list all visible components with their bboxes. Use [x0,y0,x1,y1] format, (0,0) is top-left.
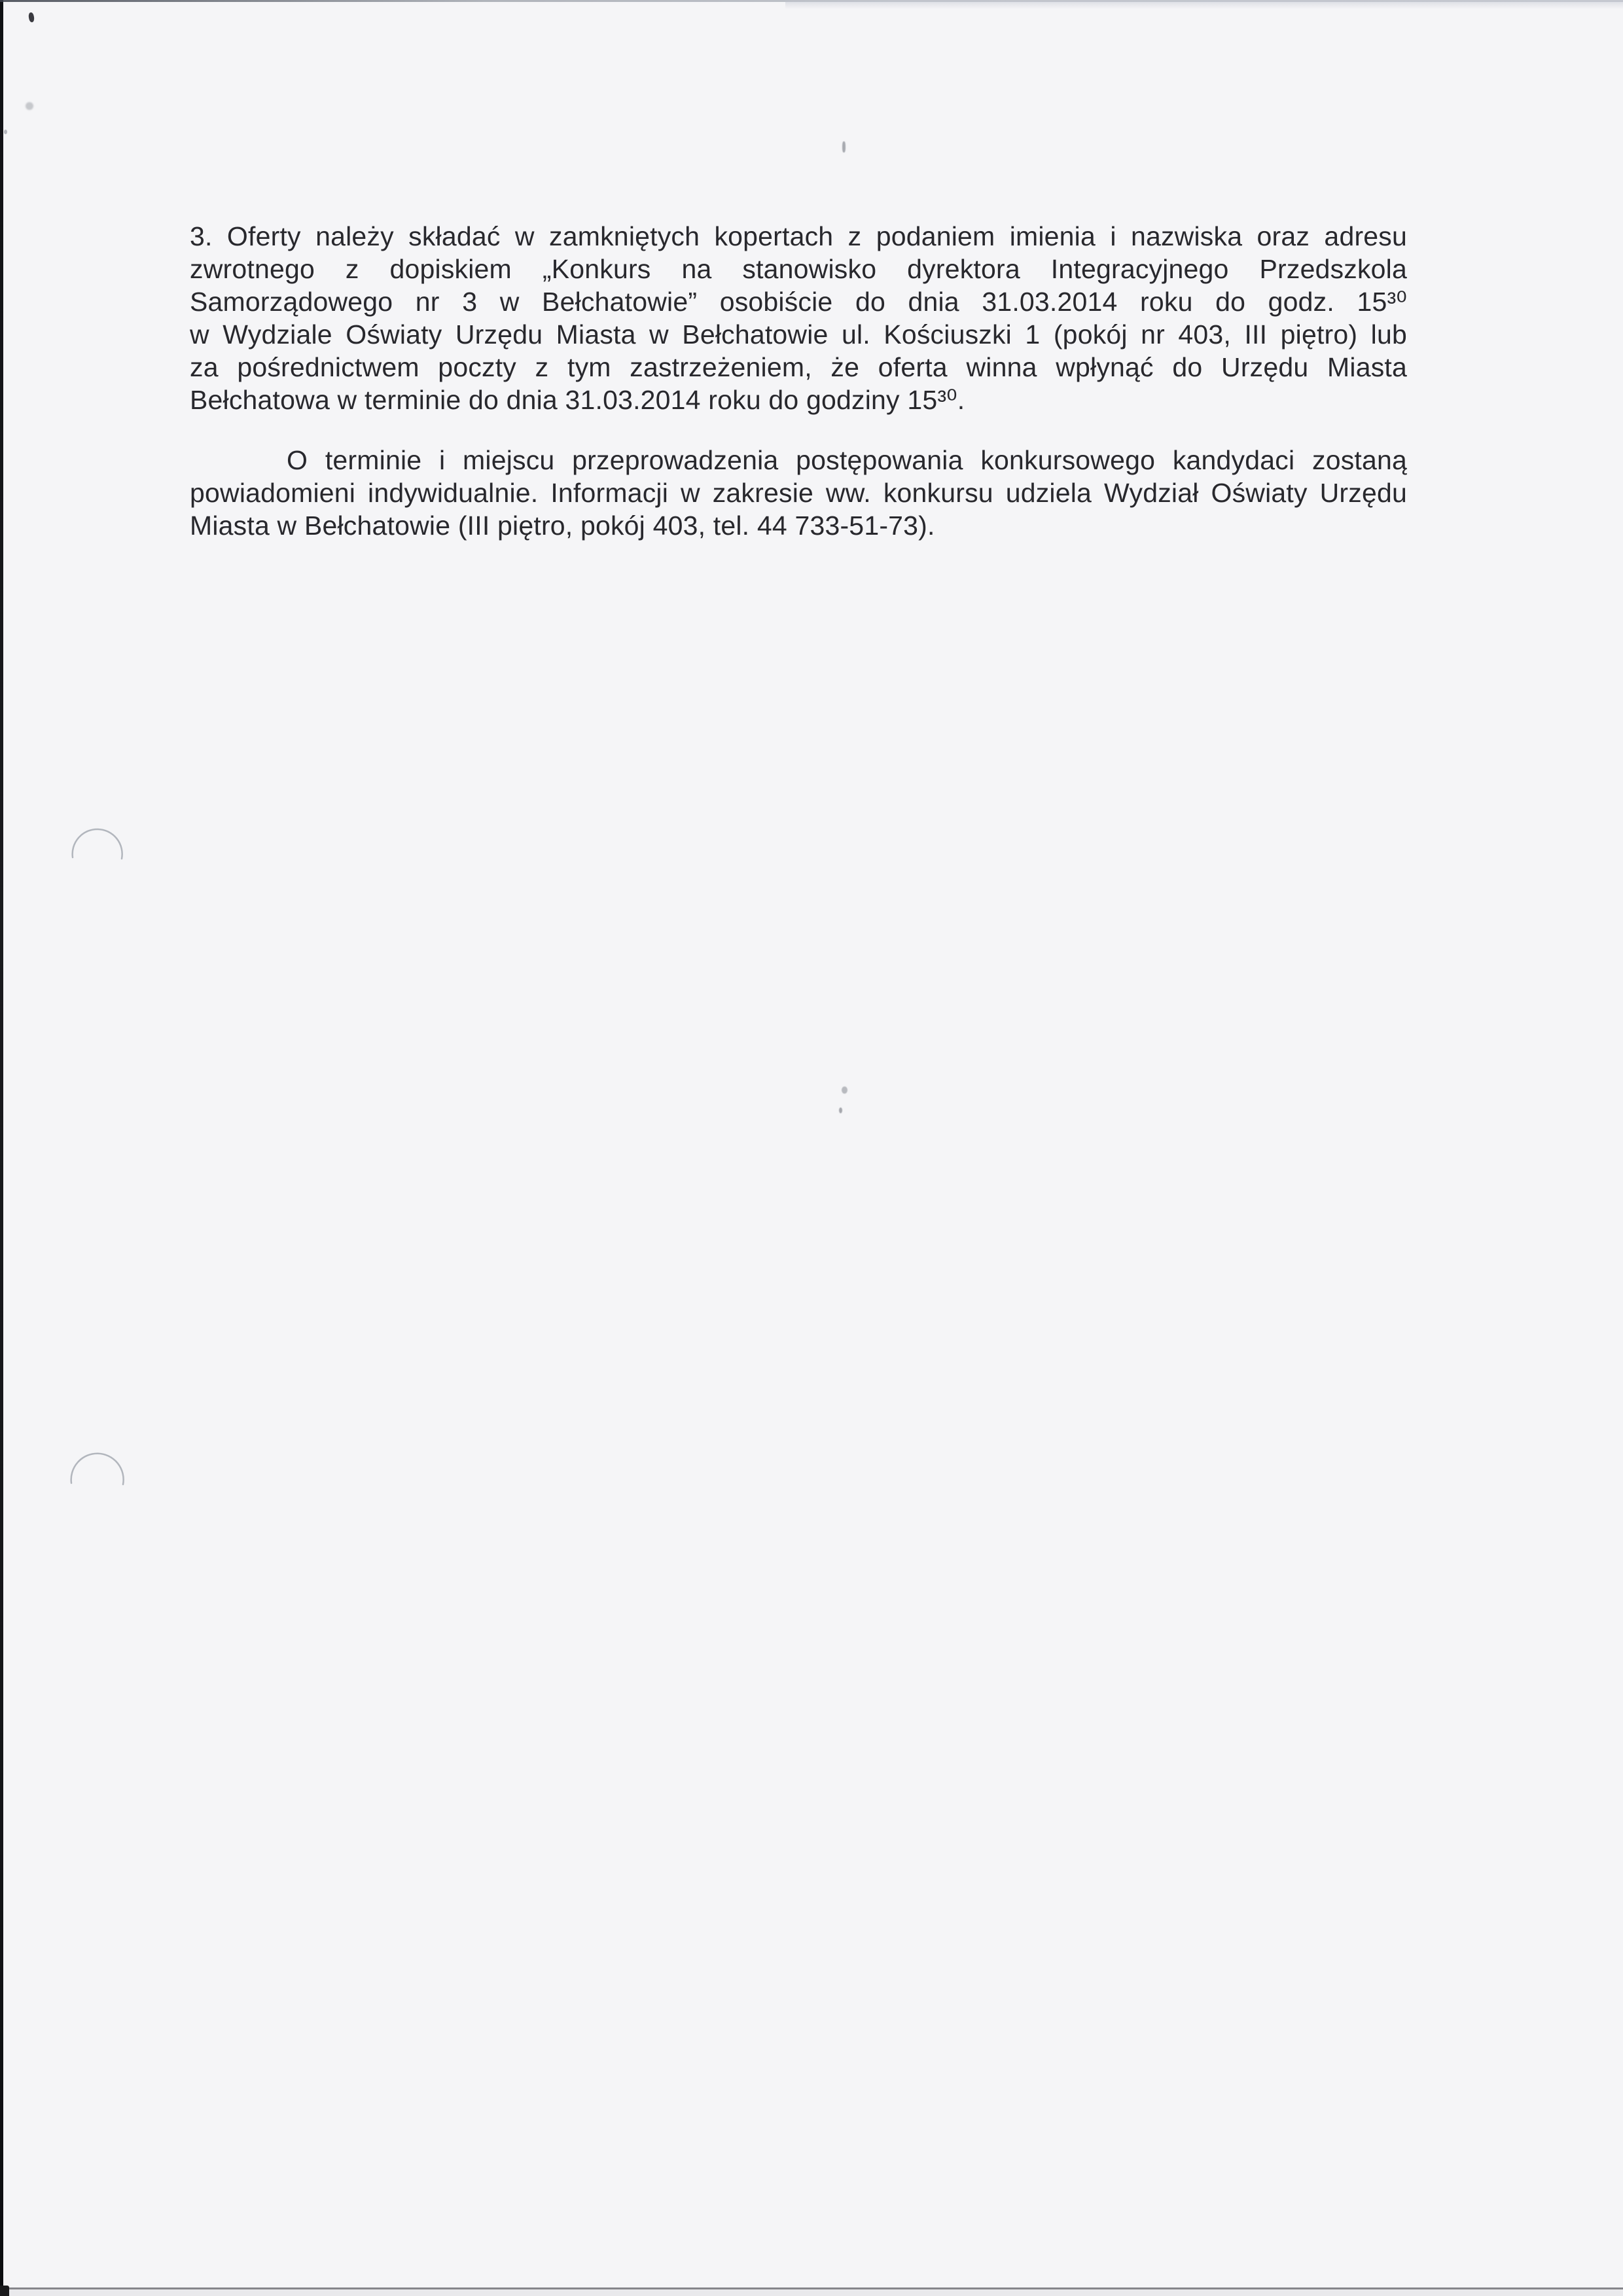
scan-bottom-band [0,2289,1623,2296]
text-line: zwrotnego z dopiskiem „Konkurs na stanowisko dyrektora Integracyjnego Przedszkola [190,254,1407,284]
text-line: powiadomieni indywidualnie. Informacji w zakresie ww. konkursu udziela Wydział Oświaty Urzędu [190,478,1407,508]
scan-speck [842,141,846,152]
text-line: 3. Oferty należy składać w zamkniętych kopertach z podaniem imienia i nazwiska oraz adresu [190,221,1407,251]
punch-hole-arc [68,823,128,865]
paragraph-contact-info [190,444,1407,542]
scan-speck [839,1107,842,1113]
paragraph-offers-submission [190,220,1407,416]
scan-speck [4,130,7,134]
scan-speck [28,12,35,23]
scan-left-edge [0,0,3,2296]
scan-top-shadow [785,1,1623,9]
text-line: Miasta w Bełchatowie (III piętro, pokój 403, tel. 44 733-51-73). [190,511,935,541]
text-line: Samorządowego nr 3 w Bełchatowie” osobiście do dnia 31.03.2014 roku do godz. 15³⁰ [190,287,1407,317]
text-line: w Wydziale Oświaty Urzędu Miasta w Bełchatowie ul. Kościuszki 1 (pokój nr 403, III piętro) lub [190,319,1407,350]
scan-speck [26,102,33,110]
text-line: O terminie i miejscu przeprowadzenia postępowania konkursowego kandydaci zostaną [287,445,1407,475]
scan-corner-mark [0,2286,9,2296]
document-text-block [190,220,1407,542]
scan-speck [842,1086,847,1094]
text-line: Bełchatowa w terminie do dnia 31.03.2014 roku do godziny 15³⁰. [190,385,965,415]
text-line: za pośrednictwem poczty z tym zastrzeżeniem, że oferta winna wpłynąć do Urzędu Miasta [190,352,1407,382]
punch-hole-arc [67,1448,130,1491]
